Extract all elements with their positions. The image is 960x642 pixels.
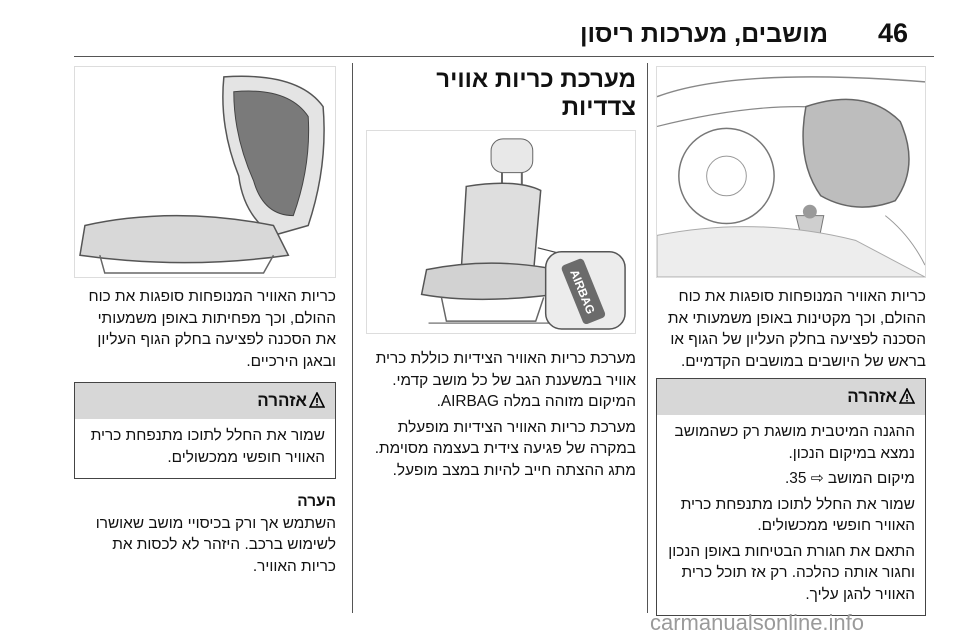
seat-side-airbag-label-icon [366,130,636,334]
body-paragraph: מערכת כריות האוויר הצידיות כוללת כרית אוויר במשענת הגב של כל מושב קדמי. המיקום מזוהה במלה AIRBAG. [375,350,636,410]
page-title: מושבים, מערכות ריסון [579,20,828,48]
warning-paragraph: ההגנה המיטבית מושגת רק כשהמושב נמצא במיקום הנכון. [674,423,915,462]
warning-paragraph: התאם את חגורת הבטיחות באופן הנכון וחגור אותה כהלכה. רק אז תוכל כרית האוויר להגן עליך. [668,542,915,603]
warning-body [75,419,335,478]
section-title: מערכת כריות אוויר צדדיות [436,66,636,121]
body-line: ההולם, וכך מקטינות באופן משמעותי את [667,309,926,327]
inflated-side-airbag-drawing [75,67,335,277]
page-number: 46 [878,18,909,48]
right-column [656,66,926,616]
inflated-side-airbag-icon [74,66,336,278]
warning-heading-text: אזהרה [257,391,307,410]
warning-box [656,378,926,616]
warning-triangle-icon [309,392,325,408]
left-column [74,66,336,581]
airbag-seat-label: AIRBAG [567,267,598,317]
body-line: כריות האוויר המנופחות סופגות את כוח [678,288,926,305]
warning-paragraph: שמור את החלל לתוכו מתנפחת כרית האוויר חופשי ממכשולים. [90,427,325,466]
note-body: השתמש אך ורק בכיסויי מושב שאושרו לשימוש ברכב. היזהר לא לכסות את כריות האוויר. [95,514,336,575]
warning-triangle-icon [899,388,915,404]
instrument-panel-airbag-drawing [657,67,925,277]
warning-heading [75,383,335,419]
body-line: הסכנה לפציעה בחלק העליון של הגוף או [670,331,926,348]
warning-paragraph: שמור את החלל לתוכו מתנפחת כרית האוויר חופשי ממכשולים. [680,495,915,534]
warning-heading-text: אזהרה [847,387,897,406]
body-line: בראש של היושבים במושבים הקדמיים. [680,352,926,370]
instrument-panel-airbag-icon [656,66,926,278]
header-rule [74,56,934,57]
seat-side-airbag-drawing [367,131,635,333]
middle-column [366,66,636,485]
warning-paragraph: מיקום המושב ⇨ 35. [785,470,915,487]
body-paragraph: מערכת כריות האוויר הצידיות מופעלת במקרה של פגיעה צידית בעצמה מסוימת. מתג ההצתה חייב להיות במצב מופעל. [374,418,636,479]
warning-body [657,415,925,615]
column-divider [647,63,648,613]
column-divider [352,63,353,613]
warning-heading [657,379,925,415]
note-title: הערה [297,493,336,510]
warning-box [74,382,336,479]
watermark: carmanualsonline.info [650,610,865,635]
page-header [0,0,960,60]
body-paragraph: כריות האוויר המנופחות סופגות את כוח ההולם, וכך מפחיתות באופן משמעותי את הסכנה לפציעה בחלק הגוף העליון ובאגן הירכיים. [88,288,336,370]
